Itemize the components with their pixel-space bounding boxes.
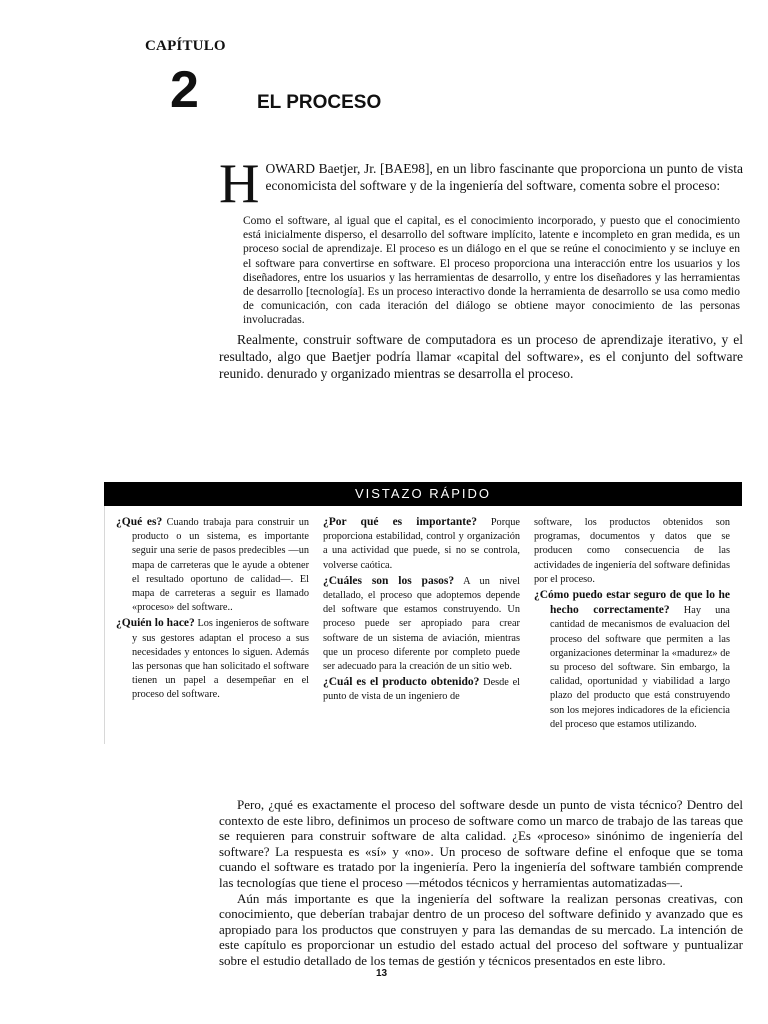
- quick-view-column-2: [323, 515, 520, 706]
- question-label: ¿Cuáles son los pasos?: [323, 574, 455, 587]
- paragraph-learning-process: Realmente, construir software de computadora es un proceso de aprendizaje iterativo, y el resultado, algo que Baetjer podría llamar «capital del software», es el conjunto del software reunido. denurado y organizado mientras se desarrolla el proceso.: [219, 332, 743, 381]
- quick-view-column-3: [534, 515, 730, 733]
- intro-text: OWARD Baetjer, Jr. [BAE98], en un libro fascinante que proporciona un punto de vista economicista del software y de la ingeniería del software, comenta sobre el proceso:: [265, 161, 743, 193]
- quick-view-divider: [104, 506, 105, 744]
- qa-what-steps: [323, 574, 520, 674]
- chapter-title: EL PROCESO: [257, 92, 382, 113]
- page-number: 13: [376, 968, 388, 979]
- qa-why-important: [323, 515, 520, 573]
- drop-cap: H: [219, 153, 260, 215]
- quick-view-header: [104, 482, 742, 506]
- answer-text: Cuando trabaja para construir un producto o un sistema, es importante seguir una serie de pasos predecibles —un mapa de carreteras que le ayude a obtener el resultado oportuno de calidad—. El mapa de carreteras a seguir es llamado «proceso» del software..: [132, 517, 309, 614]
- intro-paragraph: [219, 153, 743, 215]
- chapter-number: 2: [170, 61, 199, 119]
- question-label: ¿Por qué es importante?: [323, 516, 477, 528]
- question-label: ¿Cuál es el producto obtenido?: [323, 676, 480, 689]
- answer-text: Desde el punto de vista de un ingeniero de: [323, 677, 521, 703]
- quick-view-column-1: [116, 515, 309, 704]
- qa-how-ensure: [534, 588, 730, 732]
- body-paragraph: Aún más importante es que la ingeniería del software la realizan personas creativas, con conocimiento, que deberían trabajar dentro de un proceso del software definido y avanzado que es apropiado para los productos que construyen y para las demandas de su mercado. La intención de este capítulo es proporcionar un estudio del estado actual del proceso del software y puntualizar sobre el estudio detallado de los temas de gestión y técnicos presentados en este libro.: [219, 890, 743, 968]
- question-label: ¿Cómo puedo estar seguro de que lo he hecho correctamente?: [534, 589, 730, 617]
- quick-view-title: VISTAZO RÁPIDO: [354, 486, 492, 501]
- qa-work-product-continued: [534, 515, 730, 587]
- qa-work-product: [323, 675, 520, 704]
- answer-text: Los ingenieros de software y sus gestores adaptan el proceso a sus necesidades y entonces lo siguen. Además las personas que han solicitado el software tienen un papel a desempeñar en el proceso del software.: [132, 618, 309, 701]
- question-label: ¿Quién lo hace?: [116, 617, 195, 630]
- answer-text: software, los productos obtenidos son programas, documentos y datos que se producen como consecuencia de las actividades de ingeniería del software definidas por el proceso.: [534, 517, 730, 585]
- answer-text: A un nivel detallado, el proceso que adoptemos depende del software que estamos construyendo. Un proceso puede ser apropiado para crear software de un sistema de aviación, mientras que un proceso diferente por completo puede ser adecuado para la creación de un sitio web.: [323, 575, 520, 673]
- block-quote: Como el software, al igual que el capital, es el conocimiento incorporado, y puesto que el conocimiento está inicialmente disperso, el desarrollo del software implícito, latente e incompleto en gran medida, es un proceso social de aprendizaje. El proceso es un diálogo en el que se reúne el conocimiento y se incluye en el software para convertirse en software. El proceso proporciona una interacción entre los usuarios y los diseñadores, entre los usuarios y las herramientas de desarrollo, y entre los diseñadores y las herramientas de desarrollo [tecnología]. Es un proceso interactivo donde la herramienta de desarrollo se usa como medio de comunicación, con cada iteración del diálogo se obtiene mayor conocimiento de las personas involucradas.: [243, 215, 740, 327]
- answer-text: Porque proporciona estabilidad, control y organización a una actividad que puede, si no se controla, volverse caótica.: [323, 517, 520, 571]
- qa-who-does-it: [116, 616, 309, 702]
- chapter-label: CAPÍTULO: [145, 38, 226, 54]
- answer-text: Hay una cantidad de mecanismos de evaluacion del proceso del software que permiten a las organizaciones determinar la «madurez» de su proceso del software. Sin embargo, la calidad, oportunidad y viabilidad a largo plazo del producto que está construyendo son los mejores indicadores de la eficiencia del proceso que estamos utilizando.: [550, 605, 730, 730]
- question-label: ¿Qué es?: [116, 516, 163, 528]
- qa-what-is-it: [116, 515, 309, 615]
- body-paragraph: Pero, ¿qué es exactamente el proceso del software desde un punto de vista técnico? Dentro del contexto de este libro, definimos un proceso de software como un marco de trabajo de las tareas que se requieren para construir software de alta calidad. ¿Es «proceso» sinónimo de ingeniería del software? La respuesta es «sí» y «no». Un proceso de software define el enfoque que se toma cuando el software es tratado por la ingeniería. Pero la ingeniería del software también comprende las tecnologías que tiene el proceso —métodos técnicos y herramientas automatizadas—.: [219, 797, 743, 890]
- body-text: [219, 797, 743, 969]
